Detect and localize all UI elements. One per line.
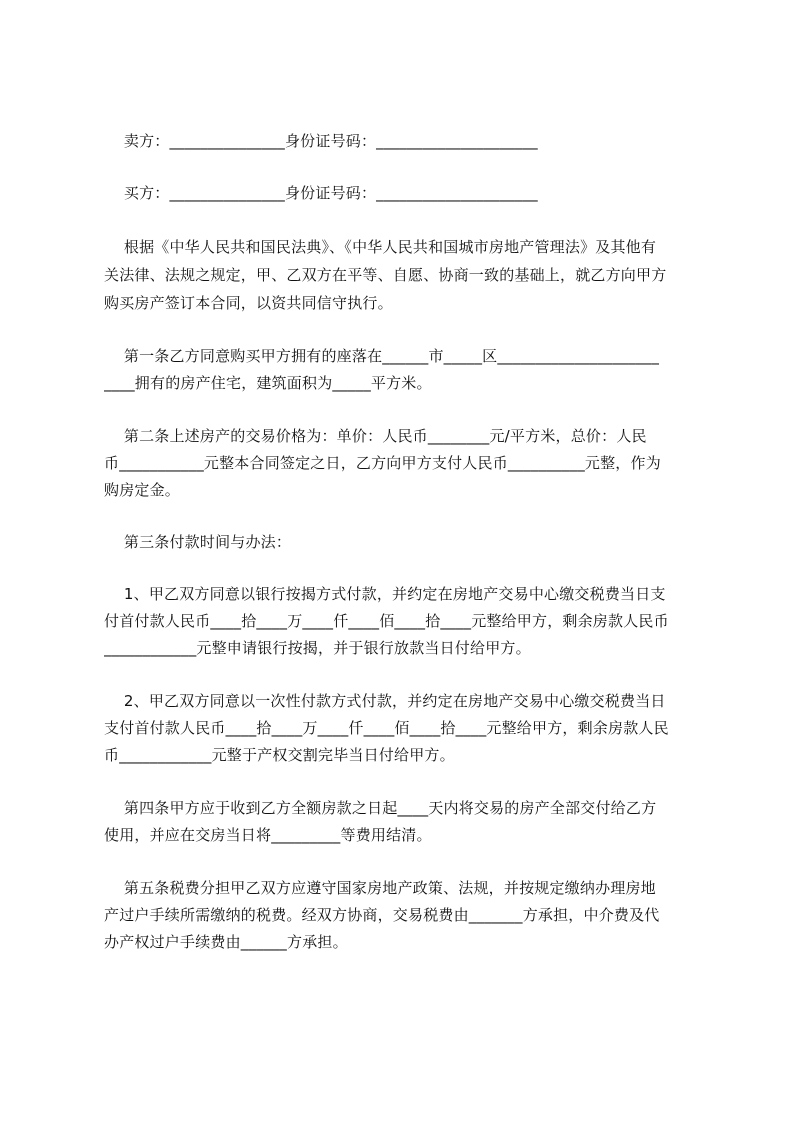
article5-line-2: 产过户手续所需缴纳的税费。经双方协商，交易税费由_______方承担，中介费及代 xyxy=(104,906,660,924)
article3-item1-line-2: 付首付款人民币____拾____万____仟____佰____拾____元整给甲方，剩余房款人民币 xyxy=(104,612,669,630)
intro-line-2: 关法律、法规之规定，甲、乙双方在平等、自愿、协商一致的基础上，就乙方向甲方 xyxy=(104,266,667,284)
article5-line-1: 第五条税费分担甲乙双方应遵守国家房地产政策、法规，并按规定缴纳办理房地 xyxy=(104,879,656,897)
article5-line-3: 办产权过户手续费由______方承担。 xyxy=(104,933,348,951)
article2-line-3: 购房定金。 xyxy=(104,481,181,499)
article3-item2-line-3: 币____________元整于产权交割完毕当日付给甲方。 xyxy=(104,746,455,764)
article1-line-1: 第一条乙方同意购买甲方拥有的座落在______市_____区_____________________ xyxy=(104,347,660,365)
article3-item2-line-1: 2、甲乙双方同意以一次性付款方式付款，并约定在房地产交易中心缴交税费当日 xyxy=(104,692,666,710)
article3-item1-line-1: 1、甲乙双方同意以银行按揭方式付款，并约定在房地产交易中心缴交税费当日支 xyxy=(104,585,666,603)
intro-line-1: 根据《中华人民共和国民法典》、《中华人民共和国城市房地产管理法》及其他有 xyxy=(104,238,657,256)
article1-line-2: ____拥有的房产住宅，建筑面积为_____平方米。 xyxy=(104,374,432,392)
article2-line-2: 币___________元整本合同签定之日，乙方向甲方支付人民币__________元整，作为 xyxy=(104,454,661,472)
article2-line-1: 第二条上述房产的交易价格为：单价：人民币________元/平方米，总价：人民 xyxy=(104,427,647,445)
article4-line-1: 第四条甲方应于收到乙方全额房款之日起____天内将交易的房产全部交付给乙方 xyxy=(104,799,657,817)
intro-line-3: 购买房产签订本合同，以资共同信守执行。 xyxy=(104,294,393,312)
buyer-line: 买方：_______________身份证号码：_____________________ xyxy=(104,184,538,202)
seller-line: 卖方：_______________身份证号码：_____________________ xyxy=(104,132,538,150)
article4-line-2: 使用，并应在交房当日将_________等费用结清。 xyxy=(104,826,432,844)
article3-title: 第三条付款时间与办法： xyxy=(104,533,292,551)
article3-item2-line-2: 支付首付款人民币____拾____万____仟____佰____拾____元整给甲方，剩余房款人民 xyxy=(104,719,669,737)
article3-item1-line-3: ____________元整申请银行按揭，并于银行放款当日付给甲方。 xyxy=(104,639,531,657)
